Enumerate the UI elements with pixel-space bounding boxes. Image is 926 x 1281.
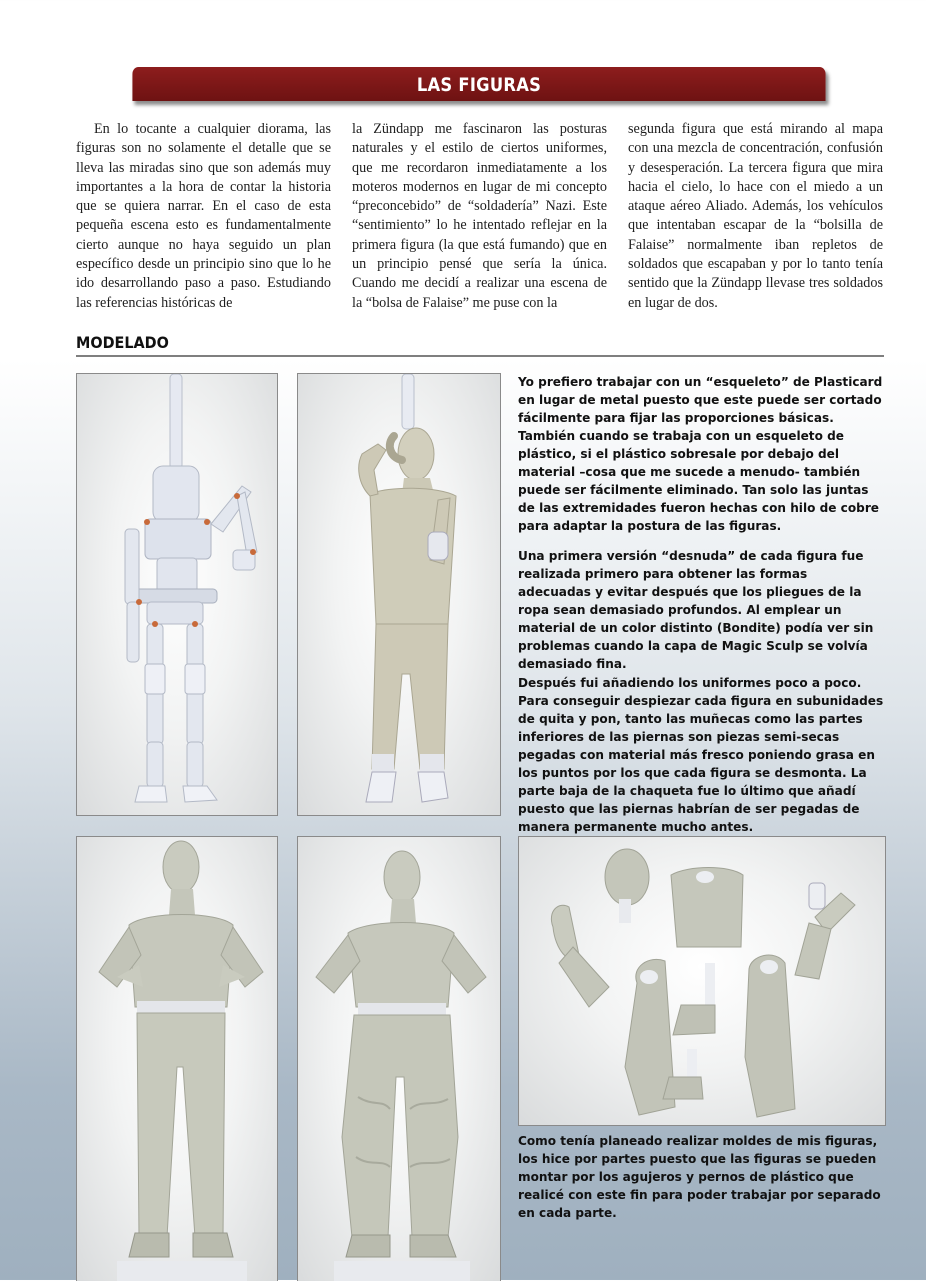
- paragraph-uniforms: Después fui añadiendo los uniformes poco a poco. Para conseguir despiezar cada figura en subunidades de quita y pon, tanto las muñecas como las partes inferiores de las piernas son piezas semi-secas pegadas con material más fresco poniendo grasa en los puntos por los que cada figura se desmonta. La parte baja de la chaqueta fue lo último que añadí puesto que las piernas habrían de ser pegadas de manera permanente mucho antes.: [518, 676, 884, 834]
- section-banner: [132, 67, 825, 101]
- section-heading: [76, 334, 884, 357]
- paragraph-nude-version: Una primera versión “desnuda” de cada figura fue realizada primero para obtener las formas adecuadas y evitar después que los pliegues de la ropa sean demasiado profundos. Al emplear un material de un color distinto (Bondite) podía ver sin problemas cuando la capa de Magic Sculp se volvía demasiado fina.: [518, 549, 874, 671]
- intro-column-3: segunda figura que está mirando al mapa con una mezcla de concentración, confusión y desesperación. La tercera figura que mira hacia el cielo, lo hace con el miedo a un ataque aéreo Aliado. Además, los vehículos que intentaban escapar de la “bolsilla de Falaise” normalmente iban repletos de soldados que escapaban y por lo tanto tenía sentido que la Zündapp llevase tres soldados en lugar de dos.: [628, 121, 883, 311]
- photo-skeleton: [76, 373, 278, 816]
- figure-parts-illustration: [519, 837, 885, 1125]
- dressed-figure-illustration: [77, 837, 277, 1281]
- section-title: MODELADO: [76, 333, 169, 352]
- intro-column-1: En lo tocante a cualquier diorama, las figuras son no solamente el detalle que se lleva las miradas sino que son además muy importantes a la hora de contar la historia que se quiera narrar. En el caso de esta pequeña escena esto es fundamentalmente cierto aunque no haya seguido un plan específico desde un principio sino que lo he ido desarrollando paso a paso. Estudiando las referencias históricas de: [76, 121, 331, 311]
- paragraph-skeleton: Yo prefiero trabajar con un “esqueleto” de Plasticard en lugar de metal puesto que este puede ser cortado fácilmente para fijar las proporciones básicas. También cuando se trabaja con un esqueleto de plástico, si el plástico sobresale por debajo del material –cosa que me sucede a menudo- también puede ser fácilmente eliminado. Tan solo las juntas de las extremidades fueron hechas con hilo de cobre para adaptar la postura de las figuras.: [518, 375, 883, 533]
- paragraph-molds-caption: Como tenía planeado realizar moldes de mis figuras, los hice por partes puesto que las figuras se pueden montar por los agujeros y pernos de plástico que realicé con este fin para poder trabajar por separado en cada parte.: [518, 1134, 881, 1220]
- photo-dressed-figure-baggy: [297, 836, 501, 1281]
- banner-title: LAS FIGURAS: [416, 74, 542, 96]
- baggy-figure-illustration: [298, 837, 500, 1281]
- photo-nude-figure: [297, 373, 501, 816]
- photo-figure-parts: [518, 836, 886, 1126]
- skeleton-figure-illustration: [77, 374, 277, 815]
- intro-column-2: la Zündapp me fascinaron las posturas naturales y el estilo de ciertos uniformes, que me recordaron inmediatamente a los moteros modernos en lugar de mi concepto “preconcebido” de “soldadería” Nazi. Este “sentimiento” lo he intentado reflejar en la primera figura (la que está fumando) que en un principio pensé que sería la única. Cuando me decidí a realizar una escena de la “bolsa de Falaise” me puse con la: [352, 121, 607, 311]
- nude-figure-illustration: [298, 374, 500, 815]
- photo-dressed-figure-front: [76, 836, 278, 1281]
